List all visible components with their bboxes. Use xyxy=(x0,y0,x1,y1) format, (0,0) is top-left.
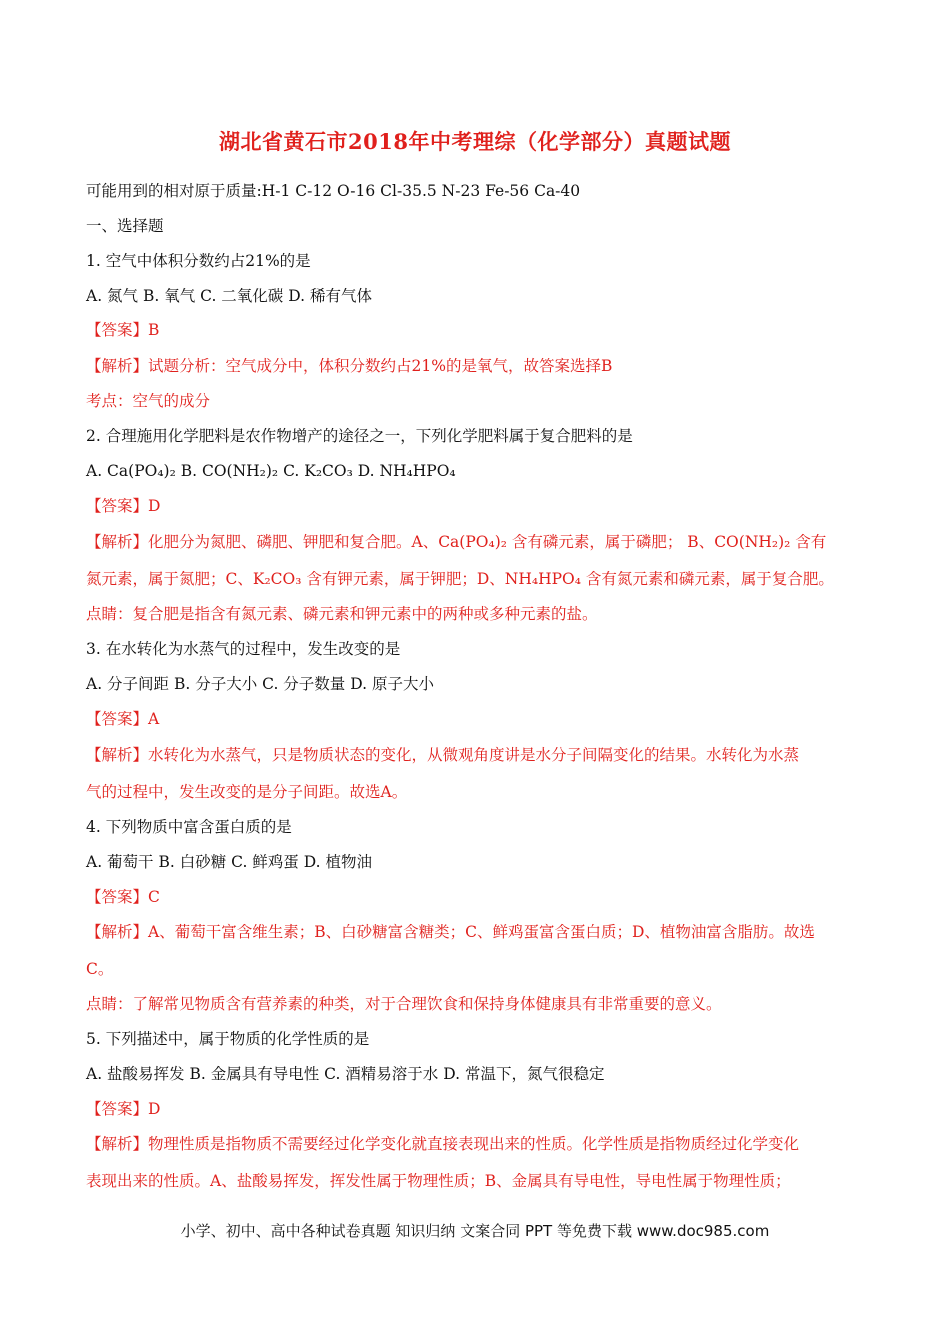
q2-stem: 2. 合理施用化学肥料是农作物增产的途径之一，下列化学肥料属于复合肥料的是 xyxy=(86,427,633,445)
q5-analysis-line1: 【解析】物理性质是指物质不需要经过化学变化就直接表现出来的性质。化学性质是指物质经过化学变化 xyxy=(86,1135,800,1153)
q1-options: A. 氮气 B. 氧气 C. 二氧化碳 D. 稀有气体 xyxy=(86,287,372,305)
q1-answer: 【答案】B xyxy=(86,321,160,339)
page-title: 湖北省黄石市2018年中考理综（化学部分）真题试题 xyxy=(219,129,731,154)
q3-analysis-line1: 【解析】水转化为水蒸气，只是物质状态的变化，从微观角度讲是水分子间隔变化的结果。水转化为水蒸 xyxy=(86,746,800,764)
q4-answer: 【答案】C xyxy=(86,888,160,906)
q2-note: 点睛：复合肥是指含有氮元素、磷元素和钾元素中的两种或多种元素的盐。 xyxy=(86,605,598,623)
q4-analysis-line1: 【解析】A、葡萄干富含维生素；B、白砂糖富含糖类；C、鲜鸡蛋富含蛋白质；D、植物油富含脂肪。故选 xyxy=(86,923,815,941)
page-footer: 小学、初中、高中各种试卷真题 知识归纳 文案合同 PPT 等免费下载 www.doc985.com xyxy=(180,1222,770,1240)
q5-options: A. 盐酸易挥发 B. 金属具有导电性 C. 酒精易溶于水 D. 常温下，氮气很稳定 xyxy=(86,1065,605,1083)
q1-point: 考点：空气的成分 xyxy=(86,392,211,410)
q5-stem: 5. 下列描述中，属于物质的化学性质的是 xyxy=(86,1030,370,1048)
q4-stem: 4. 下列物质中富含蛋白质的是 xyxy=(86,818,292,836)
q2-answer: 【答案】D xyxy=(86,497,161,515)
q1-analysis: 【解析】试题分析：空气成分中，体积分数约占21%的是氧气，故答案选择B xyxy=(86,357,613,375)
q3-stem: 3. 在水转化为水蒸气的过程中，发生改变的是 xyxy=(86,640,401,658)
q1-stem: 1. 空气中体积分数约占21%的是 xyxy=(86,252,311,270)
q4-note: 点睛：了解常见物质含有营养素的种类，对于合理饮食和保持身体健康具有非常重要的意义。 xyxy=(86,995,722,1013)
section-heading: 一、选择题 xyxy=(86,217,164,235)
q5-analysis-line2: 表现出来的性质。A、盐酸易挥发，挥发性属于物理性质；B、金属具有导电性，导电性属于物理性质； xyxy=(86,1172,791,1190)
q5-answer: 【答案】D xyxy=(86,1100,161,1118)
q3-answer: 【答案】A xyxy=(86,710,160,728)
q2-analysis-line2: 氮元素，属于氮肥；C、K₂CO₃ 含有钾元素，属于钾肥；D、NH₄HPO₄ 含有氮元素和磷元素，属于复合肥。 xyxy=(86,570,834,588)
q2-analysis-line1: 【解析】化肥分为氮肥、磷肥、钾肥和复合肥。A、Ca(PO₄)₂ 含有磷元素，属于磷肥； B、CO(NH₂)₂ 含有 xyxy=(86,533,827,551)
q4-analysis-line2: C。 xyxy=(86,960,114,978)
q3-options: A. 分子间距 B. 分子大小 C. 分子数量 D. 原子大小 xyxy=(86,675,434,693)
atomic-masses: 可能用到的相对原于质量:H-1 C-12 O-16 Cl-35.5 N-23 Fe-56 Ca-40 xyxy=(86,182,581,200)
q4-options: A. 葡萄干 B. 白砂糖 C. 鲜鸡蛋 D. 植物油 xyxy=(86,853,372,871)
q3-analysis-line2: 气的过程中，发生改变的是分子间距。故选A。 xyxy=(86,783,408,801)
q2-options: A. Ca(PO₄)₂ B. CO(NH₂)₂ C. K₂CO₃ D. NH₄HPO₄ xyxy=(86,462,456,480)
